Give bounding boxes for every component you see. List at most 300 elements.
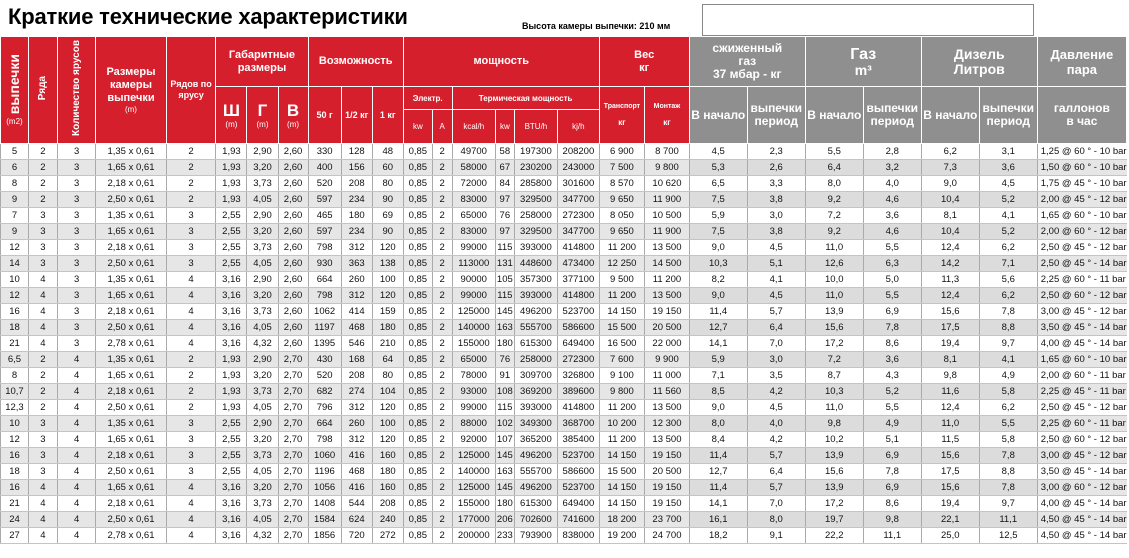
table-cell: 0,85 (403, 512, 432, 528)
table-cell: 664 (308, 272, 341, 288)
table-cell: 260 (341, 416, 372, 432)
table-row (1, 144, 1127, 160)
table-cell: 125000 (452, 480, 496, 496)
table-cell: 11 200 (645, 272, 690, 288)
table-cell: 4,9 (863, 416, 921, 432)
table-cell: 21 (1, 496, 29, 512)
table-cell: 3,50 @ 45 ° - 14 bar (1037, 320, 1126, 336)
header-yarusov (57, 37, 95, 144)
table-cell: 3 (166, 464, 216, 480)
table-cell: 741600 (558, 512, 599, 528)
table-cell: 3,1 (979, 144, 1037, 160)
table-cell: 3,73 (247, 496, 278, 512)
table-cell: 5,5 (805, 144, 863, 160)
table-cell: 4,5 (747, 240, 805, 256)
table-cell: 2,60 (278, 208, 308, 224)
table-cell: 17,5 (921, 464, 979, 480)
table-cell: 159 (372, 304, 403, 320)
header-montazh-unit: кг (663, 118, 671, 127)
table-cell: 2 (432, 240, 452, 256)
table-cell: 473400 (558, 256, 599, 272)
table-cell: 3,20 (247, 368, 278, 384)
header-half-kg: 1/2 кг (341, 87, 372, 144)
table-cell: 11 200 (599, 240, 645, 256)
table-cell: 4,05 (247, 512, 278, 528)
table-cell: 9,2 (805, 192, 863, 208)
table-cell: 16 (1, 480, 29, 496)
table-cell: 64 (372, 352, 403, 368)
table-cell: 25,0 (921, 528, 979, 544)
table-cell: 702600 (514, 512, 558, 528)
table-cell: 0,85 (403, 256, 432, 272)
table-cell: 4,1 (979, 352, 1037, 368)
table-cell: 140000 (452, 320, 496, 336)
table-cell: 14 500 (645, 256, 690, 272)
table-cell: 0,85 (403, 352, 432, 368)
table-cell: 4,2 (747, 432, 805, 448)
table-cell: 347700 (558, 192, 599, 208)
table-cell: 10 (1, 272, 29, 288)
table-cell: 3,00 @ 45 ° - 12 bar (1037, 304, 1126, 320)
table-cell: 180 (341, 208, 372, 224)
table-cell: 180 (372, 320, 403, 336)
table-cell: 1856 (308, 528, 341, 544)
header-gabarit: Габаритные размеры (216, 37, 308, 87)
table-cell: 11,4 (689, 304, 747, 320)
table-cell: 120 (372, 240, 403, 256)
table-cell: 6 900 (599, 144, 645, 160)
table-cell: 9 800 (645, 160, 690, 176)
header-montazh (645, 87, 690, 144)
table-cell: 9,0 (689, 288, 747, 304)
table-cell: 131 (496, 256, 515, 272)
table-cell: 5,2 (979, 192, 1037, 208)
table-cell: 3,8 (747, 192, 805, 208)
table-cell: 11 900 (645, 224, 690, 240)
table-row (1, 448, 1127, 464)
table-cell: 2 (432, 208, 452, 224)
table-cell: 2,18 x 0,61 (96, 240, 166, 256)
table-cell: 2,70 (278, 432, 308, 448)
table-cell: 496200 (514, 304, 558, 320)
table-cell: 5,3 (689, 160, 747, 176)
header-sh-unit: (m) (225, 119, 238, 129)
table-cell: 1,65 @ 60 ° - 10 bar (1037, 208, 1126, 224)
table-cell: 99000 (452, 400, 496, 416)
table-cell: 4 (166, 336, 216, 352)
table-cell: 5,7 (747, 480, 805, 496)
table-cell: 1,93 (216, 192, 247, 208)
header-szhizh (689, 37, 805, 87)
table-cell: 2 (432, 352, 452, 368)
table-cell: 2,78 x 0,61 (96, 528, 166, 544)
table-cell: 7,5 (689, 192, 747, 208)
table-row (1, 304, 1127, 320)
table-cell: 206 (496, 512, 515, 528)
table-cell: 76 (496, 352, 515, 368)
table-cell: 2 (432, 192, 452, 208)
table-cell: 0,85 (403, 320, 432, 336)
table-cell: 2,55 (216, 208, 247, 224)
table-cell: 4,9 (979, 368, 1037, 384)
table-cell: 9 (1, 192, 29, 208)
table-cell: 0,85 (403, 192, 432, 208)
table-cell: 120 (372, 432, 403, 448)
table-cell: 664 (308, 416, 341, 432)
header-vozmozhnost: Возможность (308, 37, 403, 87)
table-cell: 523700 (558, 448, 599, 464)
table-cell: 1196 (308, 464, 341, 480)
table-cell: 2,70 (278, 384, 308, 400)
table-cell: 19 150 (645, 496, 690, 512)
header-kjh: kj/h (558, 110, 599, 144)
table-cell: 83000 (452, 192, 496, 208)
table-cell: 76 (496, 208, 515, 224)
table-cell: 3,16 (216, 304, 247, 320)
table-cell: 8,8 (979, 464, 1037, 480)
table-cell: 4 (28, 272, 57, 288)
header-ves-unit: кг (639, 61, 650, 74)
table-cell: 11,0 (805, 400, 863, 416)
table-cell: 5,9 (689, 208, 747, 224)
table-cell: 414800 (558, 400, 599, 416)
table-cell: 2,60 (278, 288, 308, 304)
table-cell: 2 (166, 368, 216, 384)
table-cell: 18,2 (689, 528, 747, 544)
table-cell: 329500 (514, 224, 558, 240)
table-cell: 90000 (452, 272, 496, 288)
table-cell: 4 (57, 464, 95, 480)
table-cell: 8,2 (689, 272, 747, 288)
table-cell: 3,16 (216, 336, 247, 352)
table-row (1, 176, 1127, 192)
table-cell: 60 (372, 160, 403, 176)
table-cell: 10,2 (805, 432, 863, 448)
table-cell: 586600 (558, 320, 599, 336)
table-cell: 125000 (452, 448, 496, 464)
table-cell: 10,3 (689, 256, 747, 272)
table-cell: 1,25 @ 60 ° - 10 bar (1037, 144, 1126, 160)
table-cell: 2,00 @ 45 ° - 12 bar (1037, 192, 1126, 208)
table-cell: 1,65 x 0,61 (96, 480, 166, 496)
table-cell: 369200 (514, 384, 558, 400)
table-cell: 12,4 (921, 288, 979, 304)
table-cell: 4,6 (863, 192, 921, 208)
table-cell: 10,3 (805, 384, 863, 400)
table-cell: 19 150 (645, 448, 690, 464)
table-cell: 2 (432, 448, 452, 464)
table-cell: 2,60 (278, 272, 308, 288)
table-cell: 3,73 (247, 448, 278, 464)
table-cell: 2,50 @ 60 ° - 12 bar (1037, 432, 1126, 448)
header-1kg: 1 кг (372, 87, 403, 144)
table-cell: 72000 (452, 176, 496, 192)
table-cell: 8,5 (689, 384, 747, 400)
table-cell: 2,50 @ 45 ° - 14 bar (1037, 256, 1126, 272)
table-cell: 9,8 (921, 368, 979, 384)
table-cell: 3,20 (247, 288, 278, 304)
table-cell: 210 (372, 336, 403, 352)
table-cell: 468 (341, 464, 372, 480)
table-cell: 10 200 (599, 416, 645, 432)
table-cell: 9 (1, 224, 29, 240)
table-cell: 2 (28, 368, 57, 384)
table-cell: 22,1 (921, 512, 979, 528)
table-cell: 80 (372, 176, 403, 192)
table-cell: 309700 (514, 368, 558, 384)
table-cell: 7 500 (599, 160, 645, 176)
table-cell: 2,60 (278, 192, 308, 208)
table-cell: 11,1 (979, 512, 1037, 528)
header-v-letter: В (286, 100, 300, 120)
table-cell: 3 (28, 416, 57, 432)
table-cell: 234 (341, 224, 372, 240)
table-cell: 2,50 x 0,61 (96, 256, 166, 272)
table-cell: 365200 (514, 432, 558, 448)
header-razmery-unit: (m) (124, 105, 137, 114)
table-cell: 5,5 (863, 288, 921, 304)
table-cell: 3 (57, 224, 95, 240)
table-cell: 234 (341, 192, 372, 208)
table-cell: 1,65 x 0,61 (96, 160, 166, 176)
table-cell: 4 (57, 448, 95, 464)
table-cell: 8 050 (599, 208, 645, 224)
table-cell: 2,60 (278, 304, 308, 320)
table-cell: 2 (166, 160, 216, 176)
table-cell: 0,85 (403, 272, 432, 288)
table-cell: 78000 (452, 368, 496, 384)
table-cell: 9,7 (979, 496, 1037, 512)
header-dizel (921, 37, 1037, 87)
table-cell: 4,05 (247, 464, 278, 480)
table-cell: 83000 (452, 224, 496, 240)
table-cell: 11 900 (645, 192, 690, 208)
table-cell: 11,5 (921, 432, 979, 448)
table-cell: 1197 (308, 320, 341, 336)
header-szhizh-3: 37 мбар - кг (713, 67, 782, 81)
table-cell: 2 (432, 224, 452, 240)
table-cell: 12,5 (979, 528, 1037, 544)
table-cell: 138 (372, 256, 403, 272)
header-termich: Термическая мощность (452, 87, 599, 110)
table-cell: 11,3 (921, 272, 979, 288)
table-cell: 3 (57, 240, 95, 256)
table-cell: 3,16 (216, 528, 247, 544)
table-cell: 4 (28, 480, 57, 496)
table-cell: 4,05 (247, 400, 278, 416)
table-cell: 2 (432, 400, 452, 416)
table-cell: 2 (28, 192, 57, 208)
table-cell: 3,00 @ 45 ° - 12 bar (1037, 448, 1126, 464)
table-cell: 4,5 (747, 400, 805, 416)
table-cell: 2 (28, 144, 57, 160)
table-cell: 13,9 (805, 304, 863, 320)
header-transport-unit: кг (618, 118, 626, 127)
table-cell: 11,0 (805, 288, 863, 304)
table-cell: 10 (1, 416, 29, 432)
table-cell: 838000 (558, 528, 599, 544)
header-dizel-1: Дизель (953, 45, 1005, 62)
table-cell: 416 (341, 480, 372, 496)
table-cell: 4,32 (247, 336, 278, 352)
table-cell: 208200 (558, 144, 599, 160)
table-cell: 258000 (514, 352, 558, 368)
header-vypechki-unit: (m2) (6, 117, 23, 127)
table-cell: 2 (432, 384, 452, 400)
table-cell: 2 (432, 480, 452, 496)
table-cell: 4 (166, 288, 216, 304)
table-cell: 22 000 (645, 336, 690, 352)
table-cell: 385400 (558, 432, 599, 448)
header-kw2: kw (496, 110, 515, 144)
table-cell: 3,16 (216, 320, 247, 336)
table-cell: 3 (28, 208, 57, 224)
table-cell: 21 (1, 336, 29, 352)
table-cell: 4 (57, 432, 95, 448)
table-cell: 2 (166, 192, 216, 208)
table-cell: 3,73 (247, 240, 278, 256)
table-cell: 5,1 (863, 432, 921, 448)
table-cell: 5,6 (979, 272, 1037, 288)
table-cell: 65000 (452, 208, 496, 224)
table-cell: 7,3 (921, 160, 979, 176)
table-cell: 6,9 (863, 448, 921, 464)
table-cell: 2,50 x 0,61 (96, 464, 166, 480)
table-cell: 160 (372, 448, 403, 464)
table-cell: 393000 (514, 400, 558, 416)
table-cell: 2,55 (216, 448, 247, 464)
table-cell: 377100 (558, 272, 599, 288)
table-cell: 2 (432, 272, 452, 288)
table-cell: 2 (432, 288, 452, 304)
table-cell: 2,50 @ 45 ° - 12 bar (1037, 400, 1126, 416)
table-cell: 8 570 (599, 176, 645, 192)
table-cell: 19 150 (645, 480, 690, 496)
table-cell: 12 (1, 432, 29, 448)
header-transport-label: Транспорт (603, 103, 641, 110)
table-cell: 2,90 (247, 352, 278, 368)
table-cell: 9 650 (599, 224, 645, 240)
table-cell: 90 (372, 192, 403, 208)
table-cell: 615300 (514, 336, 558, 352)
table-cell: 796 (308, 400, 341, 416)
table-cell: 555700 (514, 464, 558, 480)
table-cell: 4 (166, 320, 216, 336)
table-cell: 2 (432, 320, 452, 336)
table-cell: 258000 (514, 208, 558, 224)
table-cell: 2,50 x 0,61 (96, 320, 166, 336)
table-cell: 272 (372, 528, 403, 544)
table-cell: 4 (57, 528, 95, 544)
table-cell: 208 (341, 176, 372, 192)
table-cell: 3 (57, 272, 95, 288)
table-cell: 6,4 (805, 160, 863, 176)
table-cell: 3 (28, 448, 57, 464)
table-cell: 2 (28, 384, 57, 400)
table-cell: 1,35 x 0,61 (96, 416, 166, 432)
header-v (278, 87, 308, 144)
table-cell: 99000 (452, 240, 496, 256)
table-cell: 1,65 x 0,61 (96, 368, 166, 384)
table-cell: 7,8 (979, 448, 1037, 464)
table-cell: 2,70 (278, 416, 308, 432)
table-cell: 2,25 @ 45 ° - 11 bar (1037, 384, 1126, 400)
table-cell: 3,73 (247, 384, 278, 400)
table-cell: 19 150 (645, 304, 690, 320)
header-vypechki-label: выпечки (5, 53, 22, 115)
table-cell: 5,2 (979, 224, 1037, 240)
table-cell: 0,85 (403, 496, 432, 512)
table-cell: 8,0 (747, 512, 805, 528)
table-cell: 208 (372, 496, 403, 512)
table-cell: 0,85 (403, 240, 432, 256)
table-cell: 7,0 (747, 496, 805, 512)
header-g (247, 87, 278, 144)
table-cell: 329500 (514, 192, 558, 208)
table-cell: 4 (28, 336, 57, 352)
table-row (1, 368, 1127, 384)
table-cell: 11,4 (689, 448, 747, 464)
table-cell: 523700 (558, 304, 599, 320)
table-cell: 100 (372, 272, 403, 288)
table-cell: 92000 (452, 432, 496, 448)
table-cell: 2 (166, 352, 216, 368)
table-cell: 14 150 (599, 448, 645, 464)
table-cell: 11,6 (921, 384, 979, 400)
table-cell: 69 (372, 208, 403, 224)
table-cell: 3,50 @ 45 ° - 14 bar (1037, 464, 1126, 480)
table-cell: 105 (496, 272, 515, 288)
table-cell: 3 (166, 208, 216, 224)
table-cell: 1,65 x 0,61 (96, 288, 166, 304)
table-cell: 4 (28, 288, 57, 304)
header-ryadov-label: Рядов по ярусу (170, 79, 212, 100)
table-cell: 14 150 (599, 496, 645, 512)
table-cell: 9 100 (599, 368, 645, 384)
table-cell: 10,4 (921, 224, 979, 240)
table-cell: 468 (341, 320, 372, 336)
table-cell: 2 (432, 304, 452, 320)
table-cell: 2,60 (278, 176, 308, 192)
header-kcal: kcal/h (452, 110, 496, 144)
table-cell: 2,90 (247, 416, 278, 432)
table-cell: 1,35 x 0,61 (96, 208, 166, 224)
table-cell: 4 (28, 512, 57, 528)
table-cell: 3 (57, 192, 95, 208)
table-cell: 3,16 (216, 272, 247, 288)
table-cell: 13 500 (645, 240, 690, 256)
table-cell: 8,6 (863, 496, 921, 512)
table-cell: 2,60 (278, 240, 308, 256)
table-cell: 12 250 (599, 256, 645, 272)
table-cell: 2 (28, 160, 57, 176)
table-cell: 3 (28, 224, 57, 240)
header-gaz-unit: m³ (854, 62, 872, 78)
table-cell: 1,93 (216, 176, 247, 192)
table-cell: 17,2 (805, 336, 863, 352)
table-cell: 414 (341, 304, 372, 320)
table-cell: 233 (496, 528, 515, 544)
table-cell: 2 (432, 512, 452, 528)
table-cell: 4,05 (247, 320, 278, 336)
table-cell: 4,5 (979, 176, 1037, 192)
table-cell: 0,85 (403, 432, 432, 448)
table-cell: 19,7 (805, 512, 863, 528)
table-cell: 4,0 (863, 176, 921, 192)
table-cell: 4 (166, 496, 216, 512)
table-cell: 4 (57, 400, 95, 416)
table-cell: 8,6 (863, 336, 921, 352)
